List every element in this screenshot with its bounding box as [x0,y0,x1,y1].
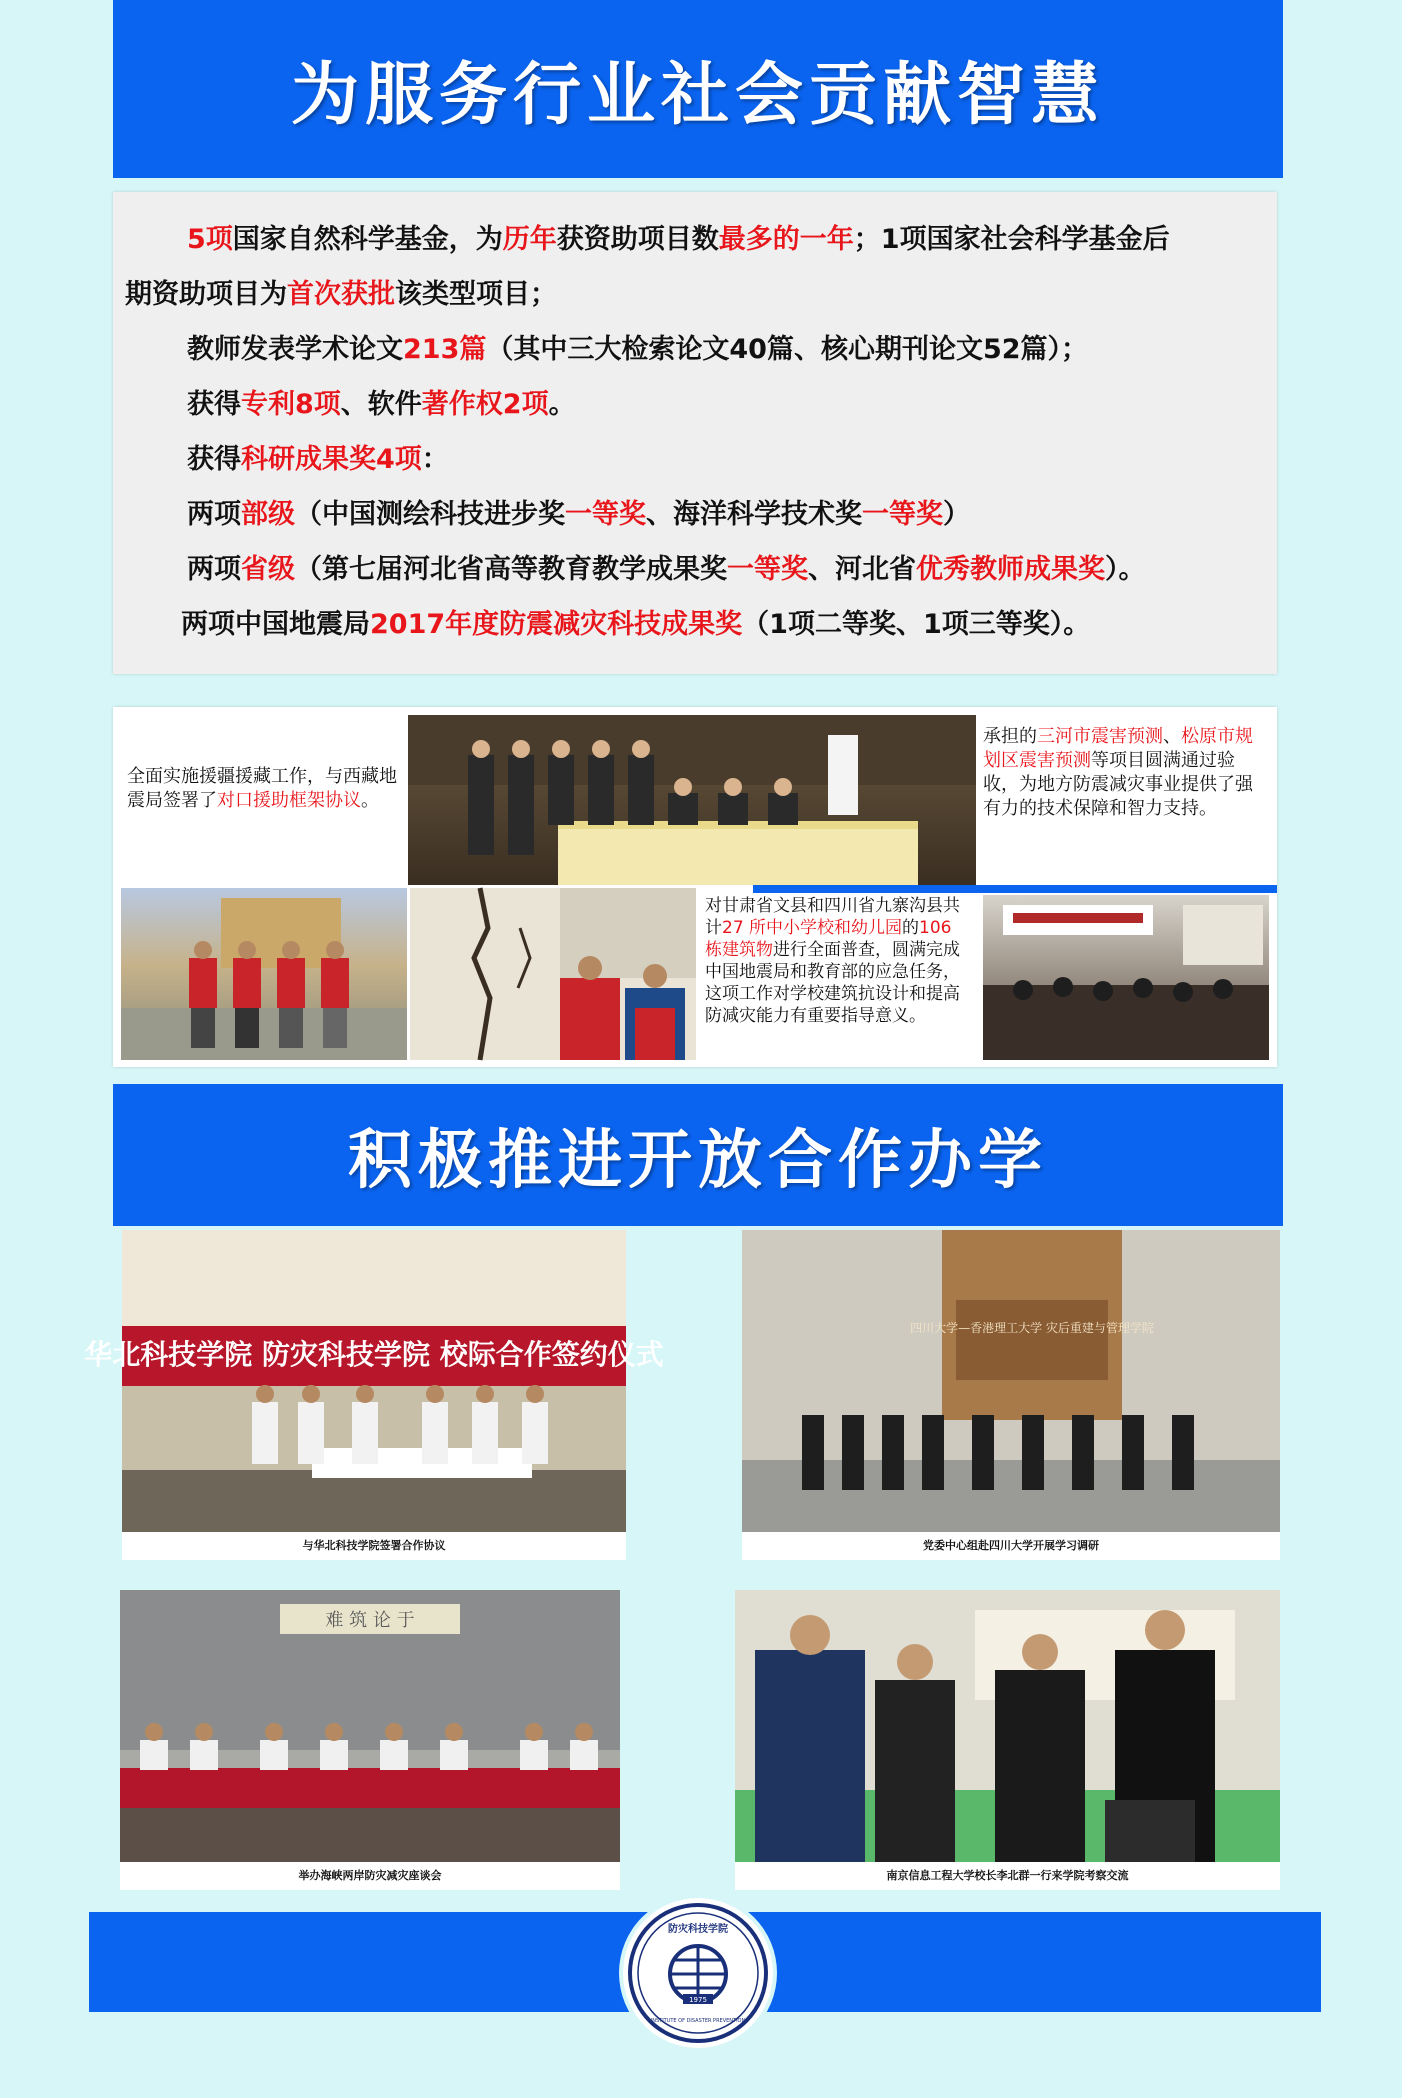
aid-workers-photo [121,888,407,1060]
text-run: （第七届河北省高等教育教学成果奖 [295,554,727,585]
highlight-text: 最多的一年 [718,224,854,255]
text-run: 该类型项目； [395,279,557,310]
aid-projects-collage [113,707,1277,1067]
achievement-line [181,597,1257,652]
highlight-text: 科研成果奖4项 [241,444,422,475]
highlight-text: 历年 [502,224,557,255]
crack-inspection-photo [410,888,696,1060]
text-run: ；1项国家社会科学基金后 [853,224,1170,255]
photo-card-nanjing [735,1590,1280,1890]
achievement-line [187,377,1257,432]
photo-caption: 党委中心组赴四川大学开展学习调研 [923,1539,1099,1552]
text-run: （其中三大检索论文40篇、核心期刊论文52篇）； [486,334,1089,365]
highlight-text: 2017年度防震减灾科技成果奖 [370,609,743,640]
achievement-line [187,487,1257,542]
text-run: 、河北省 [808,554,916,585]
photo-card-huabei [84,1230,664,1560]
earthquake-prediction-text [983,725,1265,821]
school-survey-text [705,895,961,1027]
text-run: （1项二等奖、1项三等奖）。 [742,609,1091,640]
banner-service-society [113,0,1283,178]
signing-banner-text: 华北科技学院 防灾科技学院 校际合作签约仪式 [84,1338,664,1371]
text-run: 获得 [187,444,241,475]
text-run: ： [421,444,449,475]
text-run: 。 [548,389,576,420]
highlight-text: 首次获批 [287,279,395,310]
text-run: 获资助项目数 [556,224,719,255]
achievements-panel [113,192,1277,674]
seal-bottom-text: INSTITUTE OF DISASTER PREVENTION [650,2018,746,2024]
highlight-text: 一等奖 [862,499,943,530]
aid-agreement-text [127,765,399,813]
photo-caption: 与华北科技学院签署合作协议 [302,1539,446,1552]
highlight-text: 27 所中小学校和幼儿园 [722,918,903,938]
banner-title: 为服务行业社会贡献智慧 [290,54,1105,135]
text-run: 全面实施援疆援藏工作，与西藏地震局签署了 [127,766,397,811]
text-run: 两项 [187,499,241,530]
text-run: 国家自然科学基金，为 [232,224,503,255]
huabei-signing-photo [84,1230,664,1532]
text-run: 对甘肃省文县和四川省九寨沟县共计 [705,896,960,938]
text-run: （中国测绘科技进步奖 [295,499,565,530]
text-run: 教师发表学术论文 [187,334,403,365]
text-run: 两项 [187,554,241,585]
achievement-line [187,322,1257,377]
highlight-text: 一等奖 [727,554,808,585]
sichuan-visit-photo [742,1230,1280,1532]
banner-title: 积极推进开放合作办学 [348,1123,1048,1198]
text-run: 的 [902,918,920,938]
text-run: 两项中国地震局 [181,609,370,640]
highlight-text: 著作权2项 [421,389,549,420]
conference-room-photo [983,895,1269,1060]
seal-year: 1975 [689,1996,707,2004]
highlight-text: 5项 [187,224,233,255]
divider-strip [753,885,1277,893]
highlight-text: 一等奖 [565,499,646,530]
highlight-text: 优秀教师成果奖 [916,554,1105,585]
seal-top-text: 防灾科技学院 [668,1924,728,1935]
highlight-text: 106 栋建筑物 [705,918,952,960]
highlight-text: 松原市规划区震害预测 [983,726,1253,771]
text-run: 承担的 [983,726,1037,747]
text-run: 、海洋科学技术奖 [646,499,862,530]
highlight-text: 三河市震害预测 [1037,726,1163,747]
banner-open-cooperation [113,1084,1283,1226]
text-run: 获得 [187,389,241,420]
text-run: 、软件 [340,389,422,420]
text-run: 。 [361,790,379,811]
photo-caption: 举办海峡两岸防灾减灾座谈会 [298,1869,442,1882]
signing-meeting-photo [408,715,976,885]
achievement-line [187,432,1257,487]
highlight-text: 专利8项 [241,389,341,420]
text-run: ）。 [1105,554,1146,585]
text-run: ） [943,499,970,530]
hall-sign-text: 难 筑 论 于 [325,1610,415,1631]
cross-strait-forum-photo [120,1590,620,1862]
photo-caption: 南京信息工程大学校长李北群一行来学院考察交流 [886,1869,1129,1882]
highlight-text: 对口援助框架协议 [217,790,361,811]
achievement-line [125,267,1257,322]
highlight-text: 213篇 [403,334,487,365]
text-run: 进行全面普查，圆满完成中国地震局和教育部的应急任务，这项工作对学校建筑抗设计和提高防减灾能力有重要指导意义。 [705,940,960,1026]
text-run: 期资助项目为 [125,279,287,310]
photo-card-sichuan [742,1230,1280,1560]
text-run: 等项目圆满通过验收，为地方防震减灾事业提供了强有力的技术保障和智力支持。 [983,750,1253,819]
institute-sign-text: 四川大学—香港理工大学 灾后重建与管理学院 [910,1321,1154,1335]
nanjing-visit-photo [735,1590,1280,1862]
photo-card-cross-strait [120,1590,620,1890]
institute-seal-logo [623,1898,773,2048]
achievement-line [187,542,1257,597]
text-run: 、 [1163,726,1181,747]
highlight-text: 省级 [241,554,295,585]
achievement-line [187,212,1257,267]
highlight-text: 部级 [241,499,295,530]
